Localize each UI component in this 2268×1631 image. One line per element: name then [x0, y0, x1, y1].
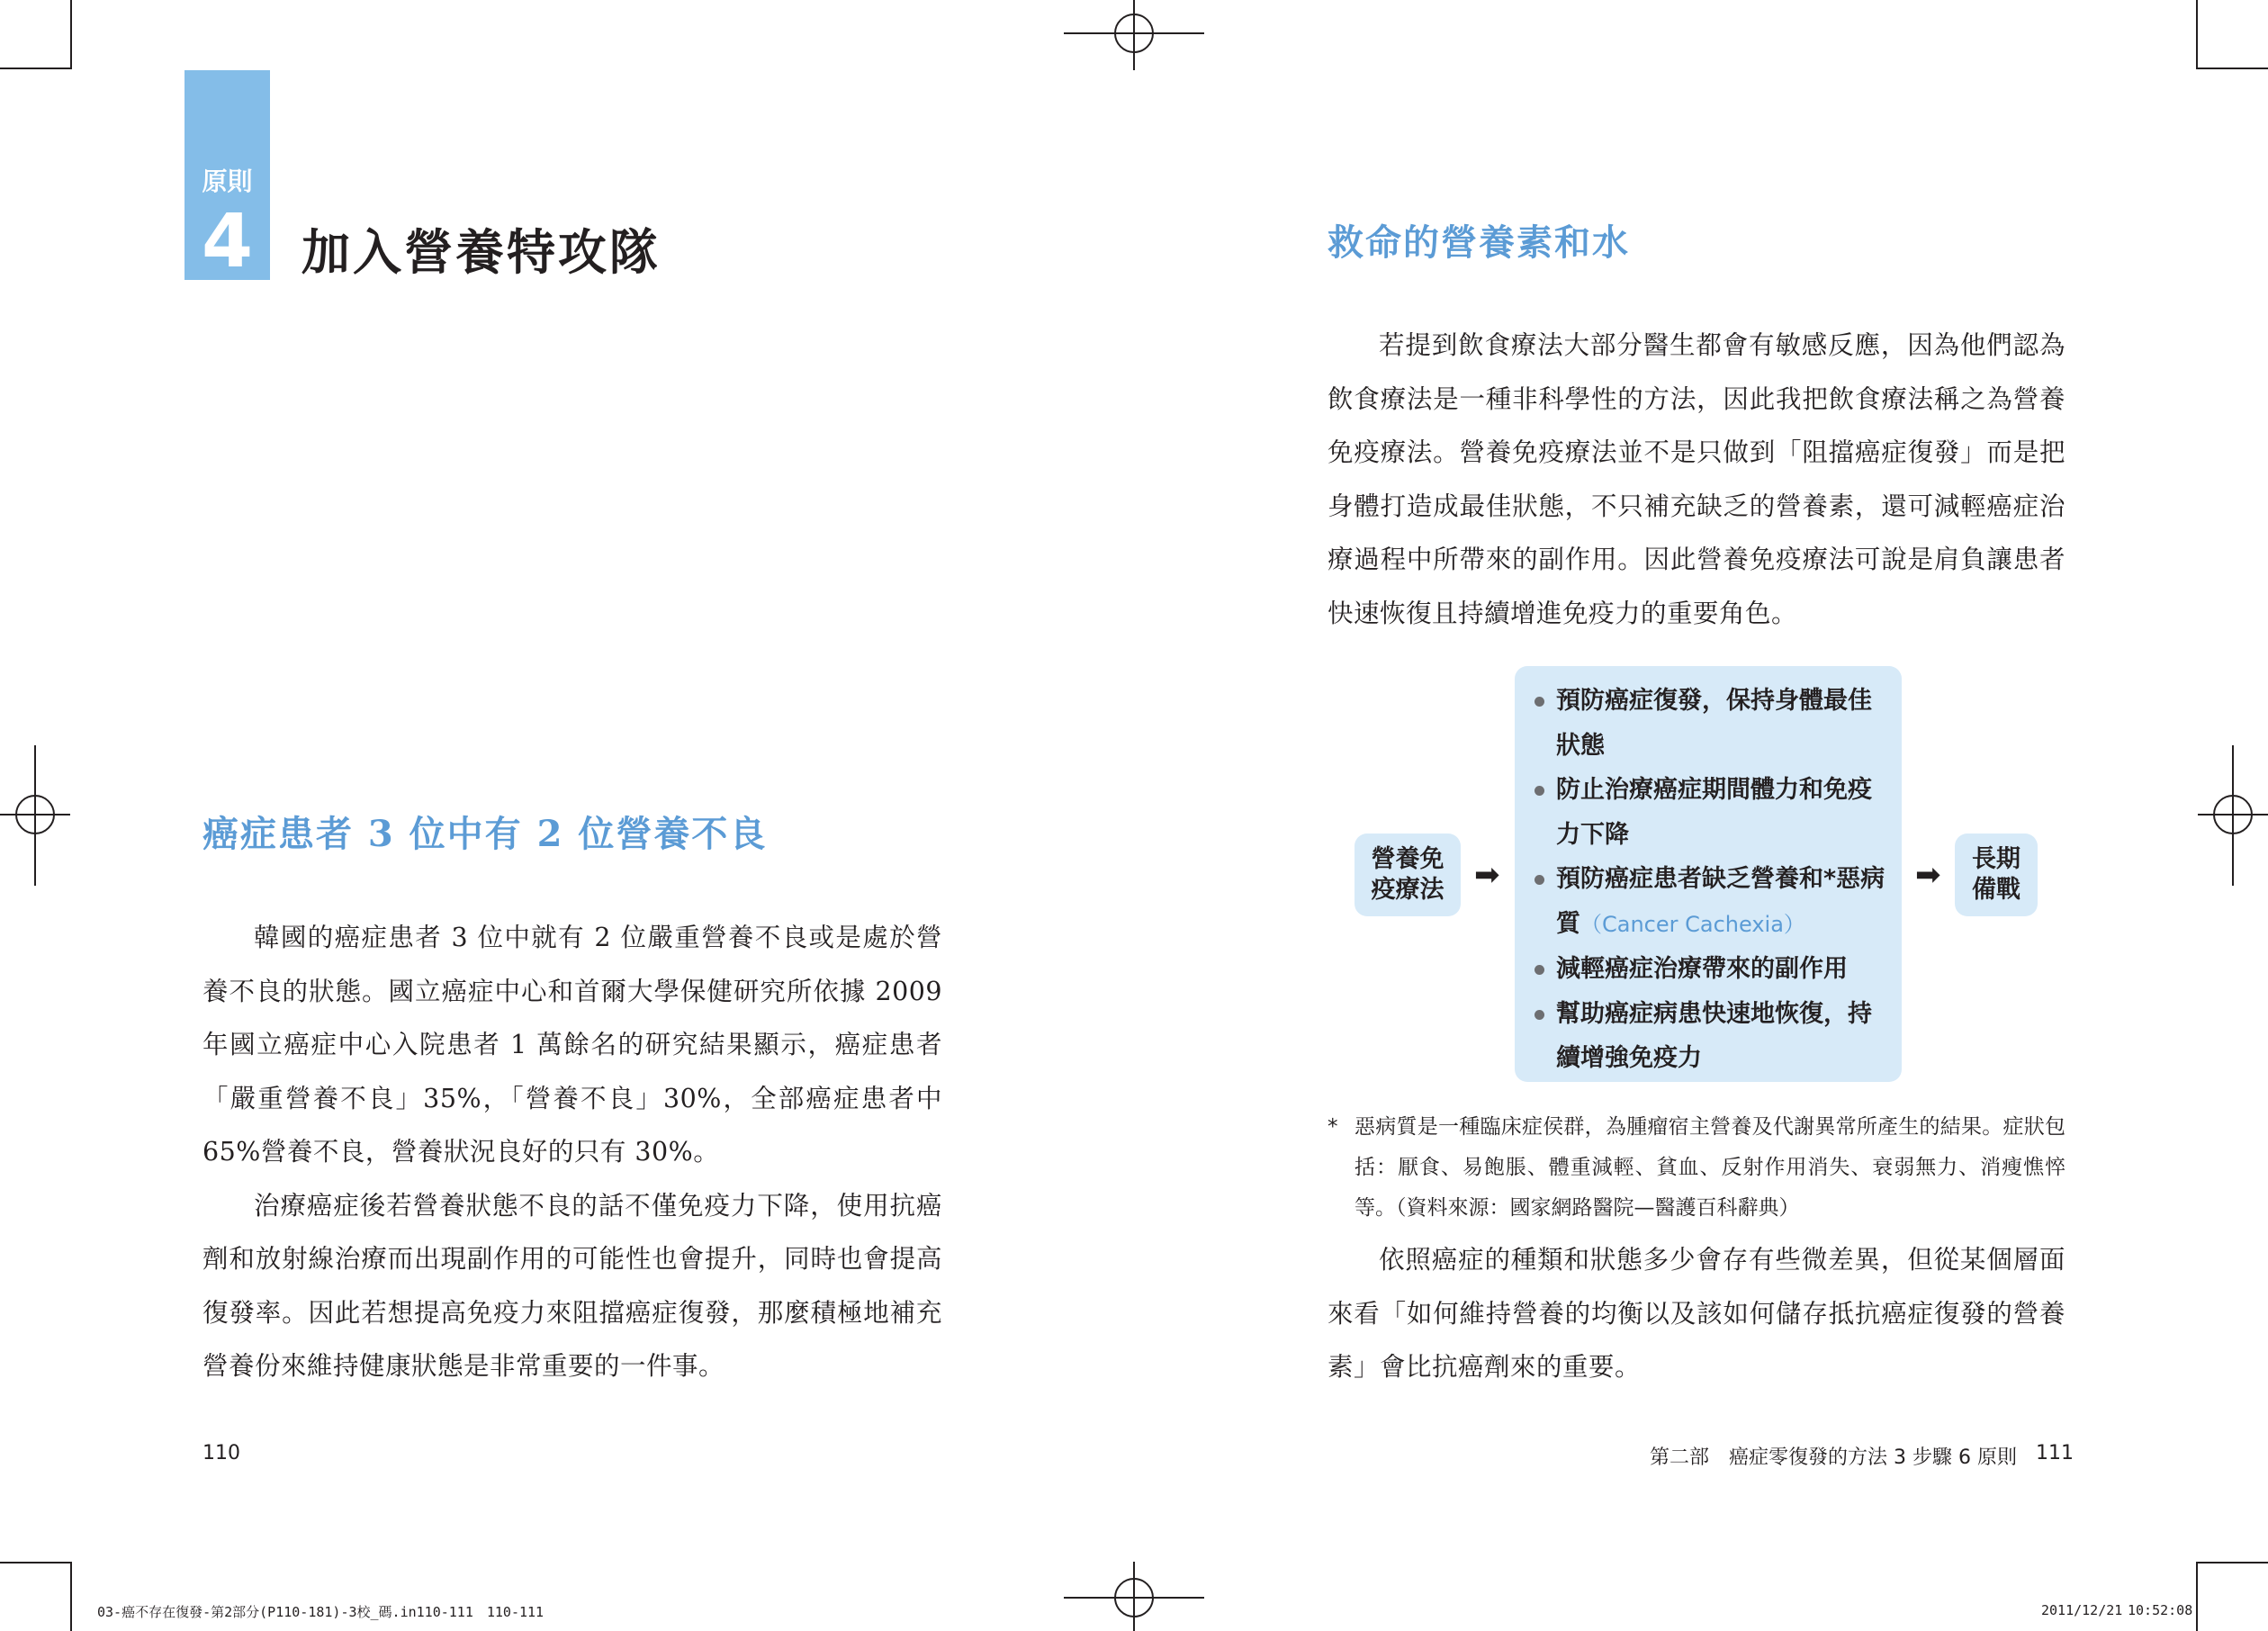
principle-badge: [184, 70, 270, 284]
crop-mark: [2196, 0, 2198, 69]
list-item: 減輕癌症治療帶來的副作用: [1531, 947, 1891, 992]
registration-circle: [2213, 795, 2253, 834]
slug-date: 2011/12/21: [2041, 1602, 2123, 1618]
crop-mark: [0, 1562, 70, 1563]
crop-mark: [70, 1562, 72, 1631]
chapter-title: 加入營養特攻隊: [302, 224, 661, 281]
diagram-center-box: [1515, 666, 1902, 1082]
arrow-right-icon: ➡: [1915, 857, 1941, 893]
crop-mark: [0, 68, 70, 69]
footnote-mark: *: [1328, 1115, 1338, 1139]
footnote-text: 惡病質是一種臨床症侯群，為腫瘤宿主營養及代謝異常所產生的結果。症狀包括：厭食、易飽脹、體重減輕、貧血、反射作用消失、衰弱無力、消瘦憔悴等。（資料來源：國家網路醫院—醫護百科辭典）: [1354, 1115, 2066, 1220]
paragraph: 治療癌症後若營養狀態不良的話不僅免疫力下降，使用抗癌劑和放射線治療而出現副作用的可能性也會提升，同時也會提高復發率。因此若想提高免疫力來阻擋癌症復發，那麼積極地補充營養份來維持健康狀態是非常重要的一件事。: [202, 1190, 942, 1381]
right-body-top: [1328, 319, 2066, 640]
running-footer: 第二部 癌症零復發的方法 3 步驟 6 原則: [1650, 1446, 2017, 1469]
list-item: [1531, 857, 1891, 947]
diagram-left-box: [1354, 834, 1461, 916]
list-item: 預防癌症復發，保持身體最佳狀態: [1531, 679, 1891, 768]
slug-time: 10:52:08: [2128, 1602, 2193, 1618]
page-number-right: 111: [2036, 1442, 2074, 1464]
registration-circle: [1114, 1578, 1154, 1617]
section-heading-right: 救命的營養素和水: [1328, 221, 1630, 264]
paragraph: 韓國的癌症患者 3 位中就有 2 位嚴重營養不良或是處於營養不良的狀態。國立癌症中心和首爾大學保健研究所依據 2009 年國立癌症中心入院患者 1 萬餘名的研究結果顯示，癌症患者「嚴重營養不良」35%，「營養不良」30%，全部癌症患者中 65%營養不良，營養狀況良好的只有 30%。: [202, 923, 942, 1167]
list-item-term: 惡病質: [1556, 865, 1886, 938]
diagram-left-label: 營養免疫療法: [1371, 845, 1444, 904]
slug-filename: 03-癌不存在復發-第2部分(P110-181)-3校_碼.in110-111 110-111: [97, 1604, 544, 1620]
crop-mark: [70, 0, 72, 69]
section-heading-left: 癌症患者 3 位中有 2 位營養不良: [202, 813, 768, 855]
list-item: 防止治療癌症期間體力和免疫力下降: [1531, 768, 1891, 857]
diagram-list: [1515, 666, 1902, 1081]
list-item: 幫助癌症病患快速地恢復，持續增強免疫力: [1531, 992, 1891, 1081]
footnote-ref: *: [1823, 865, 1837, 893]
footnote: [1328, 1107, 2066, 1229]
page-number-left: 110: [202, 1442, 240, 1464]
arrow-right-icon: ➡: [1474, 857, 1500, 893]
badge-number: 4: [201, 199, 254, 284]
left-body: [202, 911, 942, 1393]
crop-mark: [2196, 68, 2268, 69]
crop-mark: [2196, 1562, 2198, 1631]
diagram-right-box: [1955, 834, 2038, 916]
list-item-text: 預防癌症患者缺乏營養和: [1556, 865, 1823, 893]
paragraph: 若提到飲食療法大部分醫生都會有敏感反應，因為他們認為飲食療法是一種非科學性的方法，因此我把飲食療法稱之為營養免疫療法。營養免疫療法並不是只做到「阻擋癌症復發」而是把身體打造成最佳狀態，不只補充缺乏的營養素，還可減輕癌症治療過程中所帶來的副作用。因此營養免疫療法可說是肩負讓患者快速恢復且持續增進免疫力的重要角色。: [1328, 330, 2066, 628]
badge-label: 原則: [202, 167, 253, 196]
diagram-right-label: 長期備戰: [1972, 845, 2020, 904]
paragraph: 依照癌症的種類和狀態多少會存有些微差異，但從某個層面來看「如何維持營養的均衡以及該如何儲存抵抗癌症復發的營養素」會比抗癌劑來的重要。: [1328, 1245, 2066, 1382]
crop-mark: [2196, 1562, 2268, 1563]
english-term: （Cancer Cachexia）: [1580, 911, 1805, 937]
registration-circle: [15, 795, 55, 834]
right-body-bottom: [1328, 1233, 2066, 1394]
registration-circle: [1114, 14, 1154, 53]
